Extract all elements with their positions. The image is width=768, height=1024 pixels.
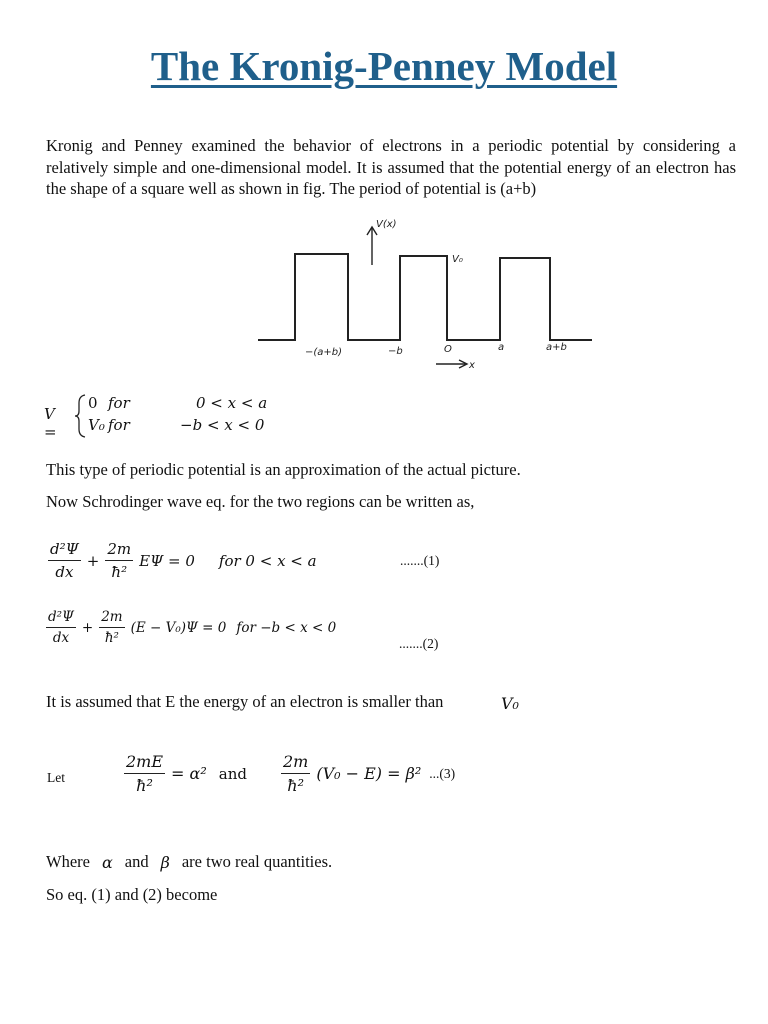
fraction	[105, 540, 133, 581]
v0-level-label: V₀	[452, 254, 463, 265]
plus-sign: +	[81, 619, 94, 636]
potential-figure	[250, 212, 600, 374]
case2-value: V₀	[88, 416, 105, 434]
become-text: So eq. (1) and (2) become	[46, 885, 218, 904]
denominator: dx	[52, 630, 70, 646]
denominator: ħ²	[104, 630, 119, 646]
x-axis-arrow	[436, 360, 467, 368]
denominator: ħ²	[136, 776, 153, 795]
equation-2	[46, 609, 336, 646]
y-axis-arrow	[367, 227, 377, 265]
x-axis-label: x	[469, 360, 475, 371]
square-wave	[258, 254, 592, 340]
page-title: The Kronig-Penney Model	[150, 43, 618, 89]
case1-value: 0	[88, 394, 98, 412]
tick-label: a	[498, 342, 505, 353]
fraction	[46, 609, 76, 646]
denominator: ħ²	[111, 563, 128, 581]
intro-paragraph: Kronig and Penney examined the behavior of electrons in a periodic potential by considering a relatively simple and one-dimensional model. It is assumed that the potential energy of an electron has the shape of a square well as shown in fig. The period of potential is (a+b)	[46, 136, 736, 198]
equation-rest: (E − V₀)Ψ = 0	[130, 619, 227, 636]
tick-label: −(a+b)	[305, 347, 343, 358]
case1-condition: 0 < x < a	[196, 394, 268, 412]
numerator: 2m	[281, 752, 310, 774]
equation-1-tag: .......(1)	[400, 553, 440, 568]
fraction	[99, 609, 124, 646]
equation-2-tag: .......(2)	[399, 636, 439, 651]
and-word: and	[218, 764, 247, 783]
v0-symbol: V₀	[501, 694, 519, 713]
numerator: 2mE	[124, 752, 165, 774]
where-rest: are two real quantities.	[181, 852, 333, 871]
case1-for: for	[108, 394, 130, 412]
tick-label: −b	[388, 346, 403, 357]
numerator: 2m	[99, 609, 124, 628]
y-axis-label: V(x)	[376, 219, 397, 230]
case2-for: for	[108, 416, 130, 434]
plus-sign: +	[86, 551, 100, 570]
and-word: and	[124, 852, 149, 871]
denominator: ħ²	[287, 776, 304, 795]
tick-label: O	[444, 344, 452, 355]
let-label: Let	[47, 770, 65, 785]
fraction	[281, 752, 310, 795]
tick-label: a+b	[546, 342, 567, 353]
beta-symbol: β	[160, 852, 170, 872]
denominator: dx	[55, 563, 74, 581]
fraction	[48, 540, 81, 581]
left-brace	[74, 393, 88, 439]
schrodinger-intro-text: Now Schrodinger wave eq. for the two regions can be written as,	[46, 492, 475, 511]
assumption-text: It is assumed that E the energy of an electron is smaller than	[46, 692, 444, 711]
beta-squared: (V₀ − E) = β²	[316, 764, 422, 783]
numerator: d²Ψ	[46, 609, 76, 628]
equation-3	[124, 752, 455, 795]
where-sentence	[46, 852, 332, 872]
equation-rest: EΨ = 0	[139, 551, 195, 570]
case2-condition: −b < x < 0	[180, 416, 265, 434]
alpha-symbol: α	[101, 852, 113, 872]
numerator: d²Ψ	[48, 540, 81, 561]
approximation-text: This type of periodic potential is an approximation of the actual picture.	[46, 460, 521, 479]
equation-1	[48, 540, 317, 581]
fraction	[124, 752, 165, 795]
equation-3-tag: ...(3)	[429, 765, 456, 781]
v-equals: V =	[44, 405, 57, 441]
equation-condition: for −b < x < 0	[236, 619, 337, 636]
where-word: Where	[46, 852, 90, 871]
alpha-squared: = α²	[171, 764, 207, 783]
numerator: 2m	[105, 540, 133, 561]
equation-condition: for 0 < x < a	[218, 551, 317, 570]
